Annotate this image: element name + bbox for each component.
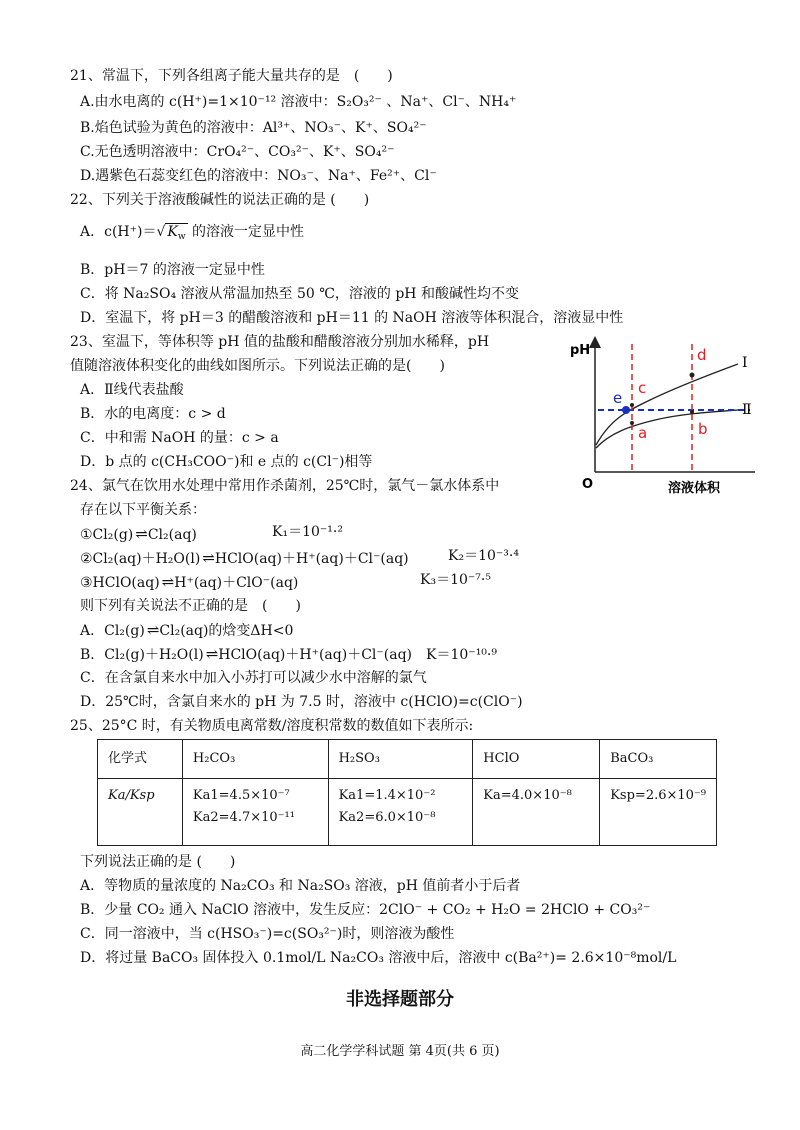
cell-h2co3: Ka1=4.5×10⁻⁷ Ka2=4.7×10⁻¹¹ (182, 779, 328, 846)
q23-option-b[interactable]: B．水的电离度：c > d (80, 406, 226, 422)
page-footer: 高二化学学科试题 第 4页(共 6 页) (300, 1044, 500, 1059)
header-hclo: HClO (473, 740, 600, 779)
k3-value: K₃＝10⁻⁷·⁵ (420, 572, 491, 588)
point-a-label: a (638, 424, 648, 442)
sqrt-symbol: √ $K_w$ (156, 224, 186, 242)
curve-II-label: Ⅱ (742, 402, 752, 418)
q23-option-a[interactable]: A．Ⅱ线代表盐酸 (80, 382, 184, 398)
q21-option-d[interactable]: D.遇紫色石蕊变红色的溶液中：NO₃⁻、Na⁺、Fe²⁺、Cl⁻ (80, 168, 437, 184)
point-a-marker (630, 421, 634, 425)
q22-option-d[interactable]: D．室温下，将 pH＝3 的醋酸溶液和 pH＝11 的 NaOH 溶液等体积混合，溶液显中性 (80, 310, 624, 326)
q21-option-a[interactable]: A.由水电离的 c(H⁺)=1×10⁻¹² 溶液中：S₂O₃²⁻ 、Na⁺、Cl⁻、NH₄⁺ (80, 94, 517, 110)
q24-ask: 则下列有关说法不正确的是 ( ) (80, 598, 301, 614)
q25-option-d[interactable]: D．将过量 BaCO₃ 固体投入 0.1mol/L Na₂CO₃ 溶液中后，溶液中 c(Ba²⁺)= 2.6×10⁻⁸mol/L (80, 950, 677, 966)
point-d-label: d (697, 346, 707, 364)
q24-option-b[interactable]: B．Cl₂(g)＋H₂O(l) ⇌ HClO(aq)＋H⁺(aq)＋Cl⁻(aq) K＝10⁻¹⁰·⁹ (80, 645, 497, 663)
q22-option-c[interactable]: C．将 Na₂SO₄ 溶液从常温加热至 50 ℃，溶液的 pH 和酸碱性均不变 (80, 286, 519, 302)
q24-b-k: K＝10⁻¹⁰·⁹ (426, 647, 497, 663)
cell-baco3: Ksp=2.6×10⁻⁹ (600, 779, 717, 846)
section-title: 非选择题部分 (346, 989, 454, 1010)
q22-option-a[interactable] (80, 222, 304, 247)
equilibrium-arrow-icon: ⇌ (146, 621, 158, 639)
constants-table (97, 739, 717, 846)
equilibrium-arrow-icon: ⇌ (161, 573, 173, 591)
point-b-label: b (698, 420, 708, 438)
cell-hclo: Ka=4.0×10⁻⁸ (473, 779, 600, 846)
origin-label: O (582, 477, 594, 492)
x-axis-label: 溶液体积 (668, 481, 721, 496)
header-formula: 化学式 (98, 740, 183, 779)
q24-option-d[interactable]: D．25℃时，含氯自来水的 pH 为 7.5 时，溶液中 c(HClO)=c(ClO⁻) (80, 694, 523, 710)
q23-stem-line1: 23、室温下，等体积等 pH 值的盐酸和醋酸溶液分别加水稀释，pH (70, 334, 490, 350)
curve-I-label: I (742, 355, 748, 371)
q22-stem: 22、下列关于溶液酸碱性的说法正确的是 ( ) (70, 192, 370, 208)
q23-option-d[interactable]: D．b 点的 c(CH₃COO⁻)和 e 点的 c(Cl⁻)相等 (80, 454, 373, 470)
equilibrium-arrow-icon: ⇌ (205, 645, 217, 663)
k2-value: K₂＝10⁻³·⁴ (448, 548, 519, 564)
k1-value: K₁＝10⁻¹·² (272, 524, 343, 540)
ph-dilution-figure (560, 330, 760, 500)
row-label: Ka/Ksp (98, 779, 183, 846)
q22-a-prefix: A．c(H⁺)＝ (80, 224, 157, 240)
q25-option-b[interactable]: B．少量 CO₂ 通入 NaClO 溶液中，发生反应：2ClO⁻ + CO₂ + H₂O = 2HClO + CO₃²⁻ (80, 902, 651, 918)
q23-stem-line2: 值随溶液体积变化的曲线如图所示。下列说法正确的是( ) (70, 358, 445, 374)
q25-option-a[interactable]: A．等物质的量浓度的 Na₂CO₃ 和 Na₂SO₃ 溶液，pH 值前者小于后者 (80, 878, 521, 894)
q21-stem: 21、常温下，下列各组离子能大量共存的是 ( ) (70, 68, 393, 84)
point-b-marker (690, 410, 694, 414)
q25-ask: 下列说法正确的是 ( ) (80, 854, 236, 870)
q24-equilibrium-2: ②Cl₂(aq)＋H₂O(l) ⇌ HClO(aq)＋H⁺(aq)＋Cl⁻(aq) (80, 549, 409, 567)
kw-subscript: w (177, 232, 186, 242)
q21-option-c[interactable]: C.无色透明溶液中：CrO₄²⁻、CO₃²⁻、K⁺、SO₄²⁻ (80, 144, 395, 160)
header-h2so3: H₂SO₃ (328, 740, 473, 779)
q24-equilibrium-1: ①Cl₂(g) ⇌ Cl₂(aq) (80, 525, 197, 543)
point-d-marker (690, 373, 695, 378)
point-e-label: e (613, 389, 623, 407)
header-baco3: BaCO₃ (600, 740, 717, 779)
curve-II (596, 410, 738, 448)
q25-option-c[interactable]: C．同一溶液中，当 c(HSO₃⁻)=c(SO₃²⁻)时，则溶液为酸性 (80, 926, 455, 942)
q24-equilibrium-3: ③HClO(aq) ⇌ H⁺(aq)＋ClO⁻(aq) (80, 573, 299, 591)
q23-option-c[interactable]: C．中和需 NaOH 的量：c > a (80, 430, 279, 446)
q24-stem-line2: 存在以下平衡关系： (80, 502, 206, 518)
q22-option-b[interactable]: B．pH＝7 的溶液一定显中性 (80, 262, 265, 278)
q24-stem-line1: 24、氯气在饮用水处理中常用作杀菌剂，25℃时，氯气－氯水体系中 (70, 478, 500, 494)
y-axis-label: pH (570, 343, 591, 358)
point-e-marker (622, 406, 630, 414)
q25-stem: 25、25°C 时，有关物质电离常数/溶度积常数的数值如下表所示: (70, 718, 474, 734)
equilibrium-arrow-icon: ⇌ (135, 525, 146, 543)
table-row (98, 779, 717, 846)
q24-option-c[interactable]: C．在含氯自来水中加入小苏打可以减少水中溶解的氯气 (80, 670, 427, 686)
header-h2co3: H₂CO₃ (182, 740, 328, 779)
point-c-label: c (638, 379, 647, 397)
point-c-marker (630, 403, 634, 407)
q22-a-suffix: 的溶液一定显中性 (187, 224, 305, 240)
q24-option-a[interactable]: A．Cl₂(g) ⇌ Cl₂(aq)的焓变ΔH<0 (80, 621, 294, 639)
table-header-row (98, 740, 717, 779)
equilibrium-arrow-icon: ⇌ (202, 549, 213, 567)
kw-symbol: K (167, 224, 178, 240)
cell-h2so3: Ka1=1.4×10⁻² Ka2=6.0×10⁻⁸ (328, 779, 473, 846)
q21-option-b[interactable]: B.焰色试验为黄色的溶液中：Al³⁺、NO₃⁻、K⁺、SO₄²⁻ (80, 120, 427, 136)
